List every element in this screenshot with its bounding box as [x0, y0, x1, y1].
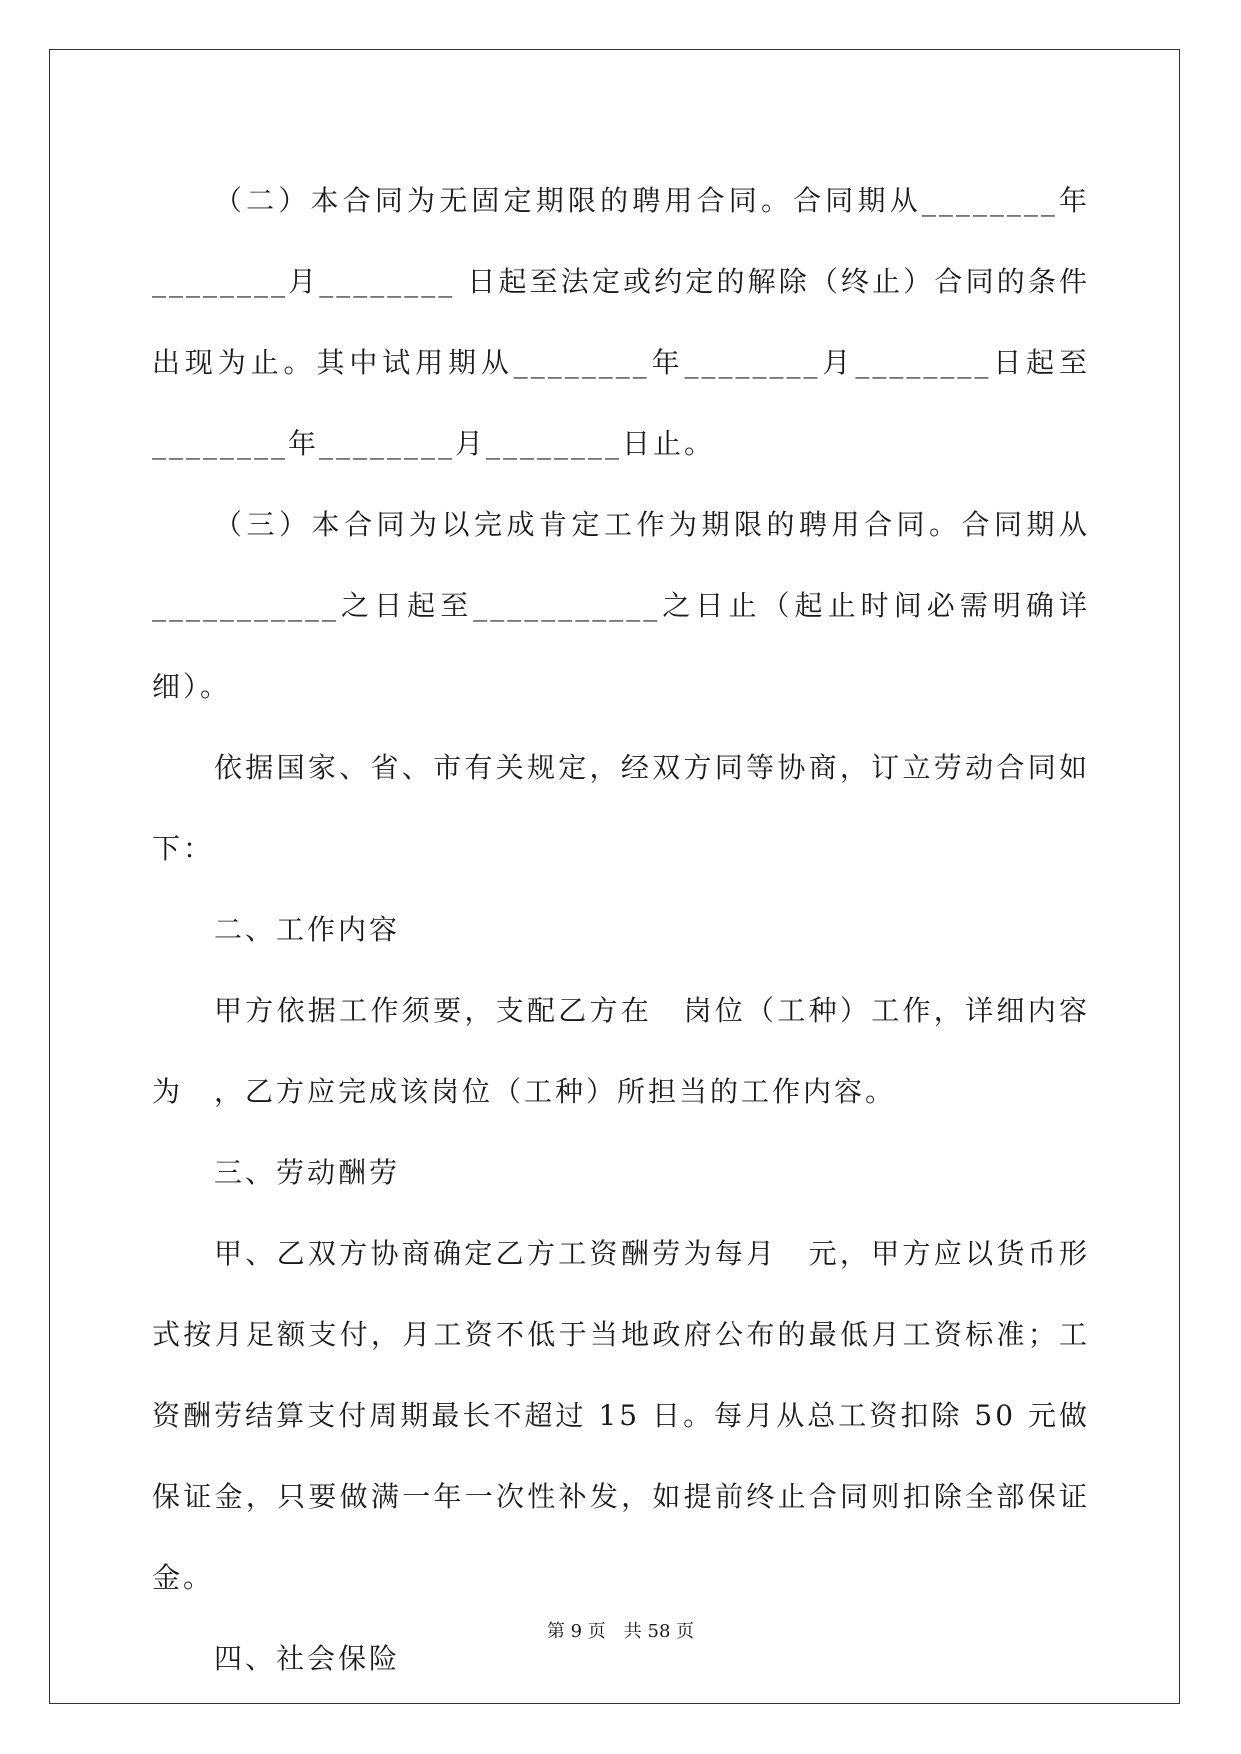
section-heading-social-insurance: 四、社会保险: [214, 1642, 401, 1675]
paragraph-contract-term-indefinite: （二）本合同为无固定期限的聘用合同。合同期从________年________月________ 日起至法定或约定的解除（终止）合同的条件出现为止。其中试用期从________年________月________日起至________年________月________日止。: [152, 184, 1090, 460]
paragraph-work-content: 甲方依据工作须要，支配乙方在 岗位（工种）工作，详细内容为 ，乙方应完成该岗位（工种）所担当的工作内容。: [152, 994, 1090, 1108]
section-heading-work-content: 二、工作内容: [214, 913, 401, 946]
section-heading-compensation: 三、劳动酬劳: [214, 1156, 401, 1189]
paragraph-agreement-basis: 依据国家、省、市有关规定，经双方同等协商，订立劳动合同如下：: [152, 751, 1090, 865]
page-footer: 第 9 页 共 58 页: [546, 1621, 695, 1642]
document-body: [152, 160, 1090, 1699]
paragraph-contract-term-task: （三）本合同为以完成肯定工作为期限的聘用合同。合同期从___________之日起至___________之日止（起止时间必需明确详细）。: [152, 508, 1090, 703]
paragraph-compensation: 甲、乙双方协商确定乙方工资酬劳为每月 元，甲方应以货币形式按月足额支付，月工资不低于当地政府公布的最低月工资标准；工资酬劳结算支付周期最长不超过 15 日。每月从总工资扣除 50 元做保证金，只要做满一年一次性补发，如提前终止合同则扣除全部保证金。: [152, 1237, 1090, 1594]
